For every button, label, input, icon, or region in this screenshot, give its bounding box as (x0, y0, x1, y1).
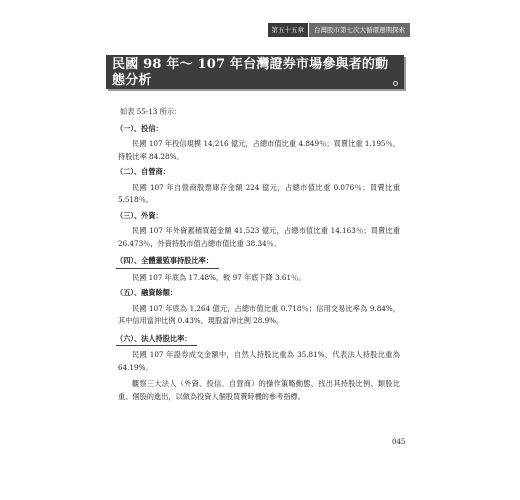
section-heading: （三）、外資： (116, 210, 163, 220)
section-paragraph: 民國 107 年外資累積買超金額 41,523 億元，占總市值比重 14.163％；買賣比重 26.473％，外資持股市值占總市值比重 38.34％。 (118, 226, 400, 248)
section-heading: （六）、法人持股比率： (116, 333, 197, 347)
closing-paragraph: 觀察三大法人（外資、投信、自營商）的操作策略動態，找出其持股比例、類股比重、個股的進出，以做為投資人個股買賣時機的參考指標。 (118, 379, 400, 401)
section-1 (118, 123, 400, 164)
book-title-label: 台灣股市第七次大循環週期探索 (309, 23, 410, 37)
section-6 (118, 330, 400, 375)
section-heading: （五）、融資餘額： (116, 288, 178, 297)
section-heading: （四）、全體董監事持股比率： (116, 255, 219, 269)
page-number: 045 (392, 438, 406, 446)
section-5 (118, 287, 400, 328)
section-heading: （二）、自營商： (116, 167, 170, 176)
section-paragraph: 民國 107 年投信規模 14,216 億元，占總市值比重 4.849％；買賣比重 1.195％，持股比率 84.28%。 (118, 139, 400, 161)
banner-dot-ornament (393, 81, 398, 86)
body-text (118, 106, 400, 405)
section-paragraph: 民國 107 年證券成交金額中，自然人持股比重為 35.81%，代表法人持股比重為 64.19%。 (118, 350, 400, 372)
section-3 (118, 210, 400, 251)
section-heading: （一）、投信： (116, 123, 163, 133)
running-header (268, 23, 411, 37)
chapter-label: 第五十五章 (268, 23, 310, 37)
section-paragraph: 民國 107 年自營商股票庫存金額 224 億元，占總市值比重 0.076％；買賣比重 5.518％。 (118, 182, 400, 204)
section-2 (118, 166, 400, 207)
section-paragraph: 民國 107 年底為 1,264 億元，占總市值比重 0.718％；信用交易比率為 9.84%，其中信用當沖比例 0.43%，現股當沖比例 28.9%。 (118, 303, 400, 325)
section-paragraph: 民國 107 年底為 17.48%，較 97 年底下降 3.61％。 (132, 272, 306, 282)
section-4 (118, 252, 400, 284)
section-title: 民國 98 年～ 107 年台灣證券市場參與者的動態分析 (112, 57, 389, 88)
section-title-banner (106, 55, 404, 89)
intro-line: 如表 55-13 所示： (120, 107, 182, 116)
